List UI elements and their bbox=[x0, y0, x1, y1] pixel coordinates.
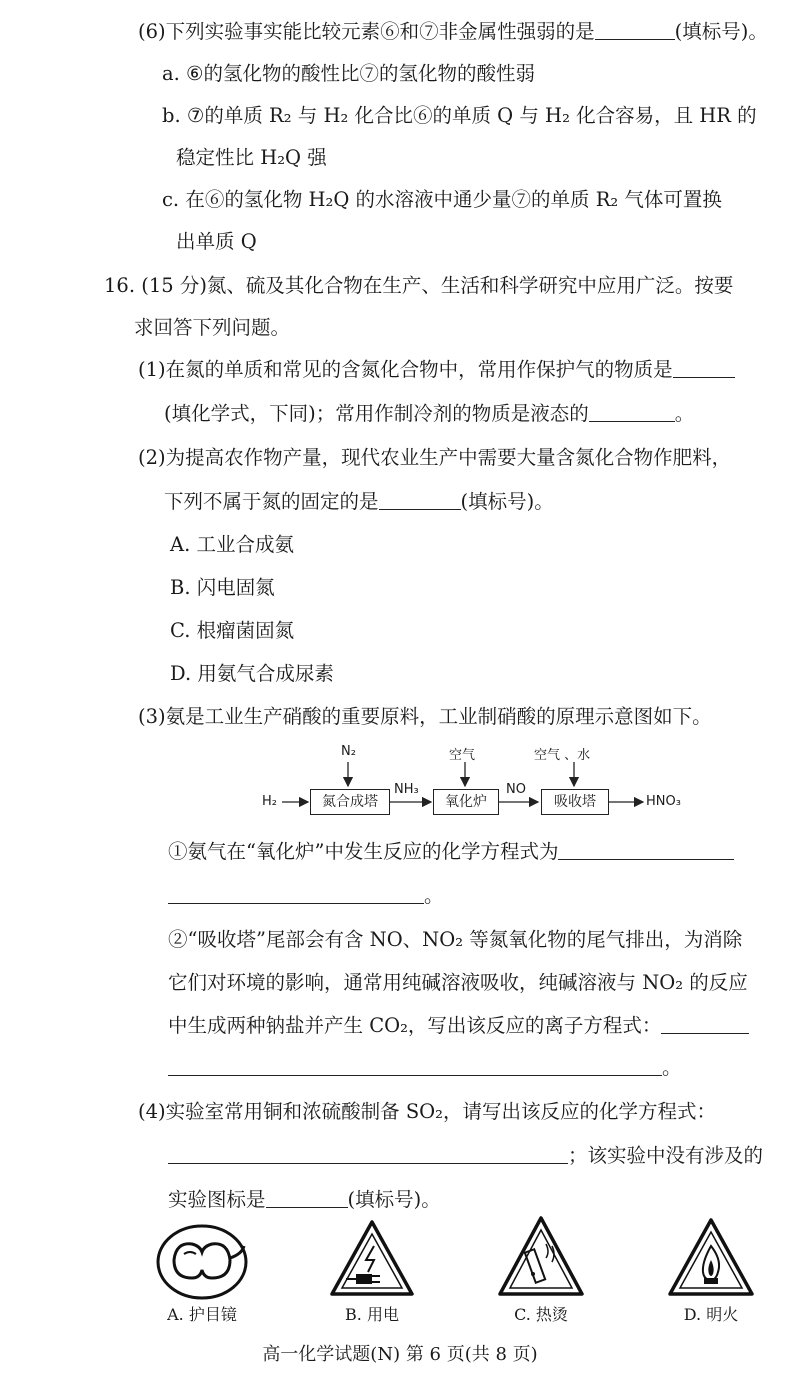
q15-6-option-c-line2: 出单质 Q bbox=[176, 230, 257, 253]
icon-label-c: C. 热烫 bbox=[514, 1305, 568, 1324]
answer-blank[interactable] bbox=[589, 403, 675, 422]
q15-6-stem bbox=[138, 20, 768, 43]
q16-p1-line2-prefix: (填化学式，下同)；常用作制冷剂的物质是液态的 bbox=[164, 402, 589, 425]
q16-p2-option-b: B. 闪电固氮 bbox=[170, 576, 275, 599]
q16-p1-text: (1)在氮的单质和常见的含氮化合物中，常用作保护气的物质是 bbox=[138, 358, 673, 381]
q16-p2-line1: (2)为提高农作物产量，现代农业生产中需要大量含氮化合物作肥料， bbox=[138, 446, 732, 469]
q15-6-option-c-line1: c. 在⑥的氢化物 H₂Q 的水溶液中通少量⑦的单质 R₂ 气体可置换 bbox=[162, 188, 722, 211]
absorption-tower-box: 吸收塔 bbox=[541, 789, 609, 815]
q16-p3-sub1-end: 。 bbox=[424, 884, 444, 907]
q16-p4-line3 bbox=[168, 1188, 441, 1211]
q16-p2-line2-suffix: (填标号)。 bbox=[460, 490, 554, 513]
q16-p1-line1 bbox=[138, 358, 735, 381]
answer-blank[interactable] bbox=[168, 885, 424, 904]
q16-p2-line2-prefix: 下列不属于氮的固定的是 bbox=[164, 490, 379, 513]
nitric-acid-process-diagram bbox=[258, 740, 718, 835]
q16-p3-sub2-line3 bbox=[168, 1014, 749, 1037]
q16-p3-sub2-line2: 它们对环境的影响，通常用纯碱溶液吸收，纯碱溶液与 NO₂ 的反应 bbox=[168, 971, 748, 994]
icon-label-b: B. 用电 bbox=[345, 1305, 399, 1324]
q16-p1-line2-suffix: 。 bbox=[674, 402, 695, 425]
q16-p3-sub2-line1: ②“吸收塔”尾部会有含 NO、NO₂ 等氮氧化物的尾气排出，为消除 bbox=[168, 928, 743, 951]
oxidation-furnace-box: 氧化炉 bbox=[433, 789, 499, 815]
q15-6-stem-suffix: (填标号)。 bbox=[674, 20, 768, 43]
h2-label: H₂ bbox=[262, 794, 277, 809]
goggles-icon bbox=[156, 1224, 248, 1304]
q16-p2-option-d: D. 用氨气合成尿素 bbox=[170, 662, 334, 685]
q16-header-line2: 求回答下列问题。 bbox=[134, 316, 291, 339]
answer-blank[interactable] bbox=[673, 359, 735, 378]
q16-p4-line2 bbox=[168, 1144, 763, 1167]
no-label: NO bbox=[506, 782, 526, 797]
q16-p1-line2 bbox=[164, 402, 694, 425]
answer-blank[interactable] bbox=[168, 1057, 662, 1076]
q15-6-stem-prefix: (6)下列实验事实能比较元素⑥和⑦非金属性强弱的是 bbox=[138, 20, 595, 43]
electricity-icon bbox=[328, 1218, 416, 1304]
q16-p2-line2 bbox=[164, 490, 554, 513]
answer-blank[interactable] bbox=[168, 1145, 568, 1164]
air-label: 空气 bbox=[449, 748, 476, 763]
icon-label-a: A. 护目镜 bbox=[167, 1305, 237, 1324]
icon-label-d: D. 明火 bbox=[683, 1305, 739, 1324]
hno3-label: HNO₃ bbox=[646, 794, 681, 809]
q16-p3-sub2-line3-text: 中生成两种钠盐并产生 CO₂，写出该反应的离子方程式： bbox=[168, 1014, 662, 1037]
q15-6-option-b-line2: 稳定性比 H₂Q 强 bbox=[176, 146, 327, 169]
answer-blank[interactable] bbox=[266, 1189, 348, 1208]
answer-blank[interactable] bbox=[379, 491, 461, 510]
q15-6-option-b-line1: b. ⑦的单质 R₂ 与 H₂ 化合比⑥的单质 Q 与 H₂ 化合容易，且 HR 的 bbox=[162, 104, 757, 127]
ammonia-synthesis-tower-box: 氮合成塔 bbox=[310, 789, 390, 815]
open-flame-icon bbox=[666, 1216, 756, 1304]
q16-p4-line3-prefix: 实验图标是 bbox=[168, 1188, 266, 1211]
answer-blank[interactable] bbox=[558, 841, 734, 860]
q16-p3-sub1-line2 bbox=[168, 884, 444, 907]
n2-label: N₂ bbox=[341, 744, 356, 759]
q16-p3-sub2-line4 bbox=[168, 1056, 682, 1079]
q16-p3-sub1-text: ①氨气在“氧化炉”中发生反应的化学方程式为 bbox=[168, 840, 559, 863]
hot-surface-icon bbox=[496, 1214, 586, 1304]
answer-blank[interactable] bbox=[595, 21, 675, 40]
q16-p4-line2-suffix: ；该实验中没有涉及的 bbox=[568, 1144, 764, 1167]
q16-p3-sub1-line1 bbox=[168, 840, 734, 863]
q16-header-line1: 16. (15 分)氮、硫及其化合物在生产、生活和科学研究中应用广泛。按要 bbox=[104, 274, 734, 297]
q16-p4-line1: (4)实验室常用铜和浓硫酸制备 SO₂，请写出该反应的化学方程式： bbox=[138, 1100, 716, 1123]
air-water-label: 空气 、水 bbox=[534, 748, 591, 763]
q16-p2-option-c: C. 根瘤菌固氮 bbox=[170, 619, 295, 642]
q16-p4-line3-suffix: (填标号)。 bbox=[347, 1188, 441, 1211]
nh3-label: NH₃ bbox=[394, 782, 419, 797]
page-footer: 高一化学试题(N) 第 6 页(共 8 页) bbox=[262, 1344, 538, 1365]
q16-p3-sub2-end: 。 bbox=[662, 1056, 682, 1079]
q16-p3-intro: (3)氨是工业生产硝酸的重要原料，工业制硝酸的原理示意图如下。 bbox=[138, 705, 712, 728]
diagram-arrows bbox=[258, 740, 718, 835]
q15-6-option-a: a. ⑥的氢化物的酸性比⑦的氢化物的酸性弱 bbox=[162, 62, 536, 85]
answer-blank[interactable] bbox=[661, 1015, 749, 1034]
q16-p2-option-a: A. 工业合成氨 bbox=[170, 533, 294, 556]
